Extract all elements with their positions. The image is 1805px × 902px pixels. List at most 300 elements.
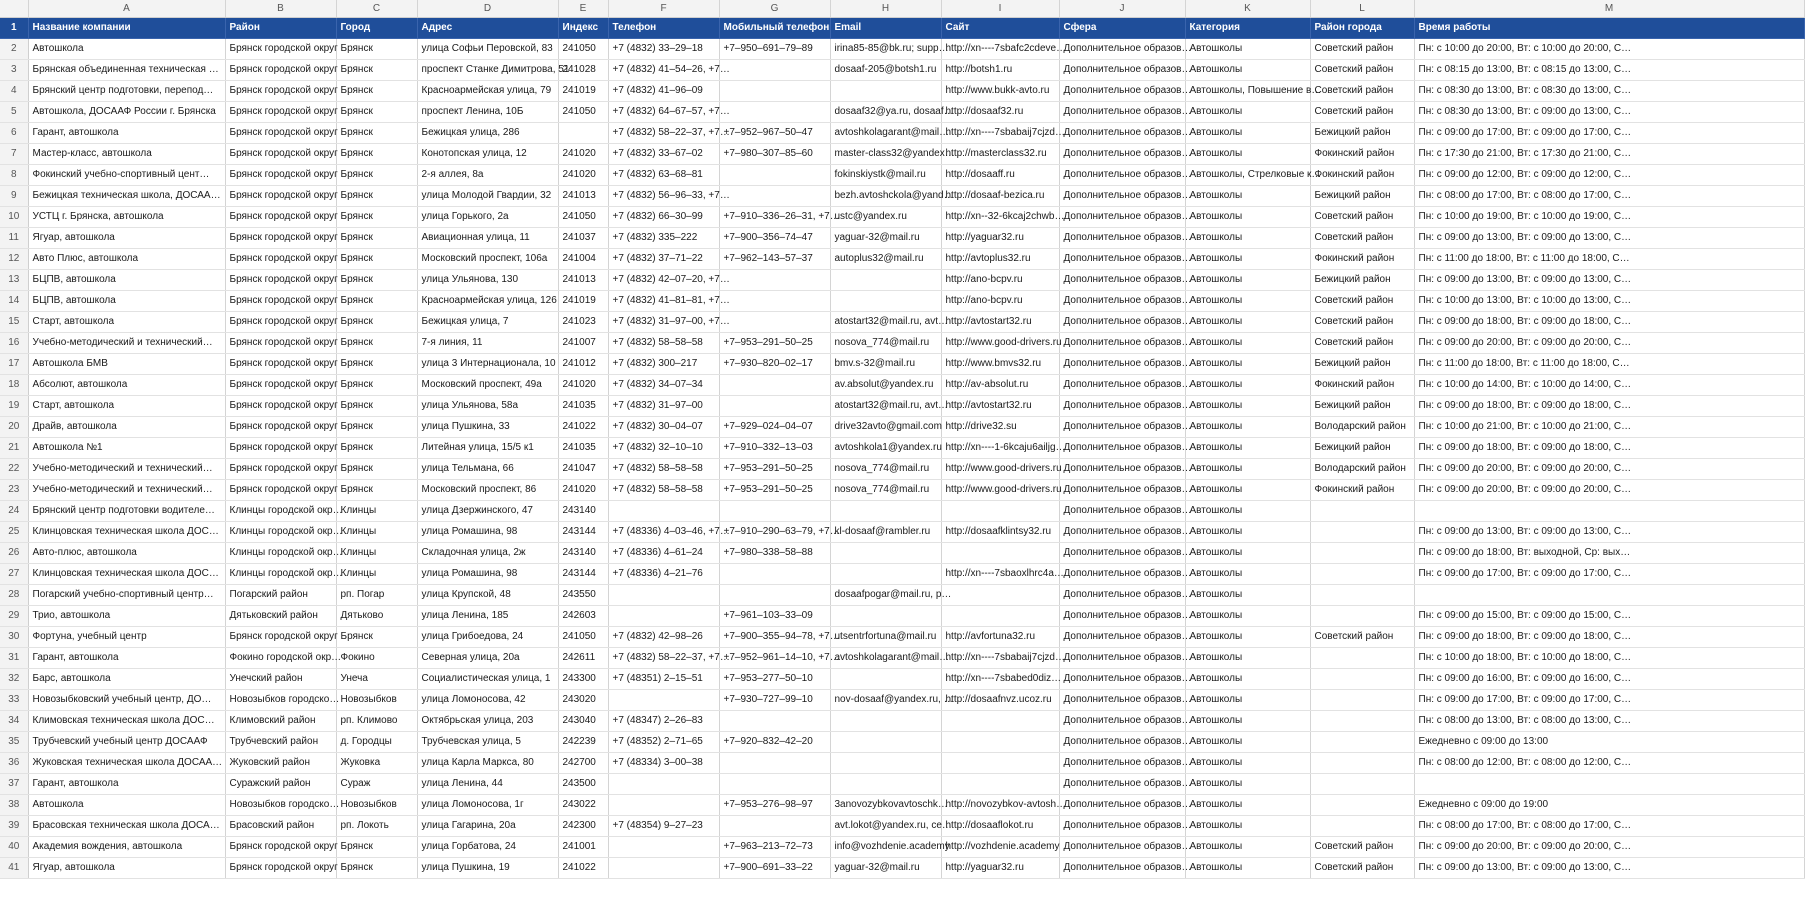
table-cell[interactable]: Бежицкий район (1310, 270, 1414, 291)
table-cell[interactable]: http://vozhdenie.academy (941, 837, 1059, 858)
table-cell[interactable]: Пн: с 09:00 до 12:00, Вт: с 09:00 до 12:00, С… (1414, 165, 1804, 186)
table-cell[interactable]: 242603 (558, 606, 608, 627)
table-cell[interactable]: Ежедневно с 09:00 до 13:00 (1414, 732, 1804, 753)
table-cell[interactable] (941, 543, 1059, 564)
table-cell[interactable]: Пн: с 09:00 до 18:00, Вт: выходной, Ср: вых… (1414, 543, 1804, 564)
table-cell[interactable] (719, 396, 830, 417)
table-cell[interactable]: Конотопская улица, 12 (417, 144, 558, 165)
table-cell[interactable]: 243144 (558, 522, 608, 543)
table-cell[interactable]: Автошколы (1185, 123, 1310, 144)
table-cell[interactable]: Учебно-методический и технический… (28, 459, 225, 480)
table-cell[interactable]: Брянск (336, 249, 417, 270)
table-cell[interactable]: http://www.good-drivers.ru (941, 333, 1059, 354)
table-cell[interactable]: Пн: с 11:00 до 18:00, Вт: с 11:00 до 18:00, С… (1414, 249, 1804, 270)
table-cell[interactable]: Автошколы, Стрелковые к… (1185, 165, 1310, 186)
table-cell[interactable]: Автошколы (1185, 270, 1310, 291)
table-cell[interactable]: Фокинский учебно-спортивный цент… (28, 165, 225, 186)
table-cell[interactable]: Брянск городской округ (225, 375, 336, 396)
table-cell[interactable]: Унеча (336, 669, 417, 690)
row-number[interactable]: 33 (0, 690, 28, 711)
table-cell[interactable]: 241028 (558, 60, 608, 81)
table-cell[interactable]: Фокинский район (1310, 144, 1414, 165)
table-cell[interactable]: av.absolut@yandex.ru (830, 375, 941, 396)
table-cell[interactable]: kl-dosaaf@rambler.ru (830, 522, 941, 543)
column-letter-header[interactable]: H (830, 0, 941, 18)
table-cell[interactable]: Брянск (336, 228, 417, 249)
table-cell[interactable]: http://www.bmvs32.ru (941, 354, 1059, 375)
row-number[interactable]: 25 (0, 522, 28, 543)
table-cell[interactable]: avtoshkolagarant@mail… (830, 648, 941, 669)
table-cell[interactable] (941, 606, 1059, 627)
table-cell[interactable]: улица Ленина, 185 (417, 606, 558, 627)
table-cell[interactable]: Дополнительное образов… (1059, 207, 1185, 228)
table-cell[interactable]: Автошколы (1185, 228, 1310, 249)
row-number[interactable]: 12 (0, 249, 28, 270)
table-cell[interactable]: Автошколы (1185, 732, 1310, 753)
table-cell[interactable]: 241001 (558, 837, 608, 858)
table-cell[interactable]: +7–952–967–50–47 (719, 123, 830, 144)
table-cell[interactable]: Ягуар, автошкола (28, 858, 225, 879)
table-cell[interactable]: Пн: с 10:00 до 14:00, Вт: с 10:00 до 14:00, С… (1414, 375, 1804, 396)
table-cell[interactable]: Автошколы (1185, 816, 1310, 837)
table-cell[interactable]: рп. Локоть (336, 816, 417, 837)
row-number[interactable]: 20 (0, 417, 28, 438)
table-cell[interactable] (830, 81, 941, 102)
table-cell[interactable]: улица Ломоносова, 42 (417, 690, 558, 711)
table-cell[interactable] (941, 711, 1059, 732)
column-letter-header[interactable]: G (719, 0, 830, 18)
table-cell[interactable]: Брянск (336, 81, 417, 102)
table-cell[interactable]: Автошколы (1185, 711, 1310, 732)
table-cell[interactable]: +7 (4832) 37–71–22 (608, 249, 719, 270)
table-cell[interactable]: Автошкола (28, 39, 225, 60)
table-cell[interactable]: Брянск городской округ (225, 837, 336, 858)
table-cell[interactable]: улица Пушкина, 33 (417, 417, 558, 438)
table-cell[interactable]: 243300 (558, 669, 608, 690)
table-cell[interactable]: +7–900–355–94–78, +7… (719, 627, 830, 648)
table-cell[interactable]: +7–980–307–85–60 (719, 144, 830, 165)
table-cell[interactable]: Фокинский район (1310, 375, 1414, 396)
table-cell[interactable] (941, 774, 1059, 795)
table-cell[interactable] (830, 564, 941, 585)
table-cell[interactable]: Автошколы (1185, 795, 1310, 816)
table-cell[interactable]: +7 (4832) 33–67–02 (608, 144, 719, 165)
table-cell[interactable]: Бежицкая улица, 7 (417, 312, 558, 333)
table-cell[interactable]: Дополнительное образов… (1059, 690, 1185, 711)
table-cell[interactable]: 241035 (558, 396, 608, 417)
table-cell[interactable]: +7 (48352) 2–71–65 (608, 732, 719, 753)
table-cell[interactable] (1310, 543, 1414, 564)
table-cell[interactable] (1310, 711, 1414, 732)
row-number[interactable]: 15 (0, 312, 28, 333)
header-cell[interactable]: Мобильный телефон (719, 18, 830, 39)
table-cell[interactable]: 242700 (558, 753, 608, 774)
table-cell[interactable]: Автошколы (1185, 438, 1310, 459)
table-cell[interactable] (830, 270, 941, 291)
table-cell[interactable]: Клинцы городской окр… (225, 564, 336, 585)
table-cell[interactable]: Дополнительное образов… (1059, 270, 1185, 291)
table-cell[interactable]: +7 (4832) 335–222 (608, 228, 719, 249)
table-cell[interactable]: +7 (4832) 31–97–00 (608, 396, 719, 417)
table-cell[interactable]: Пн: с 10:00 до 20:00, Вт: с 10:00 до 20:00, С… (1414, 39, 1804, 60)
column-letter-header[interactable]: M (1414, 0, 1804, 18)
header-cell[interactable]: Район (225, 18, 336, 39)
table-cell[interactable]: улица Дзержинского, 47 (417, 501, 558, 522)
table-cell[interactable]: Дополнительное образов… (1059, 501, 1185, 522)
table-cell[interactable]: http://avtoplus32.ru (941, 249, 1059, 270)
column-letter-header[interactable]: C (336, 0, 417, 18)
table-cell[interactable]: Дополнительное образов… (1059, 795, 1185, 816)
table-cell[interactable]: БЦПВ, автошкола (28, 291, 225, 312)
table-cell[interactable]: Дополнительное образов… (1059, 144, 1185, 165)
table-cell[interactable]: http://dosaaflokot.ru (941, 816, 1059, 837)
table-cell[interactable]: Дополнительное образов… (1059, 291, 1185, 312)
table-cell[interactable]: avt.lokot@yandex.ru, ce… (830, 816, 941, 837)
table-cell[interactable]: Ежедневно с 09:00 до 19:00 (1414, 795, 1804, 816)
table-cell[interactable]: улица Крупской, 48 (417, 585, 558, 606)
table-cell[interactable]: +7–910–336–26–31, +7… (719, 207, 830, 228)
table-cell[interactable]: Брянск городской округ (225, 186, 336, 207)
table-cell[interactable]: +7 (48347) 2–26–83 (608, 711, 719, 732)
table-cell[interactable] (719, 81, 830, 102)
table-cell[interactable]: Пн: с 09:00 до 17:00, Вт: с 09:00 до 17:00, С… (1414, 690, 1804, 711)
table-cell[interactable]: dosaafpogar@mail.ru, p… (830, 585, 941, 606)
table-cell[interactable]: Драйв, автошкола (28, 417, 225, 438)
table-cell[interactable]: Фокино (336, 648, 417, 669)
table-cell[interactable]: 241050 (558, 102, 608, 123)
table-cell[interactable]: 242611 (558, 648, 608, 669)
table-cell[interactable]: Пн: с 09:00 до 15:00, Вт: с 09:00 до 15:00, С… (1414, 606, 1804, 627)
table-cell[interactable]: Дополнительное образов… (1059, 753, 1185, 774)
table-cell[interactable]: Дополнительное образов… (1059, 39, 1185, 60)
table-cell[interactable]: Климовский район (225, 711, 336, 732)
table-cell[interactable]: Бежицкий район (1310, 186, 1414, 207)
header-cell[interactable]: Район города (1310, 18, 1414, 39)
table-cell[interactable] (830, 669, 941, 690)
table-cell[interactable]: Советский район (1310, 207, 1414, 228)
table-cell[interactable]: 241050 (558, 207, 608, 228)
table-cell[interactable]: 241007 (558, 333, 608, 354)
table-cell[interactable] (941, 501, 1059, 522)
column-letter-header[interactable]: D (417, 0, 558, 18)
table-cell[interactable]: +7 (48334) 3–00–38 (608, 753, 719, 774)
table-cell[interactable]: Автошколы (1185, 606, 1310, 627)
table-cell[interactable]: Погарский учебно-спортивный центр… (28, 585, 225, 606)
table-cell[interactable]: улица Грибоедова, 24 (417, 627, 558, 648)
table-cell[interactable]: Дополнительное образов… (1059, 249, 1185, 270)
table-cell[interactable]: Брянск (336, 375, 417, 396)
table-cell[interactable] (608, 774, 719, 795)
table-cell[interactable]: Красноармейская улица, 126 (417, 291, 558, 312)
table-cell[interactable] (608, 795, 719, 816)
table-cell[interactable]: Трубчевская улица, 5 (417, 732, 558, 753)
table-cell[interactable]: 241020 (558, 480, 608, 501)
table-cell[interactable]: Клинцы городской окр… (225, 501, 336, 522)
table-cell[interactable] (719, 375, 830, 396)
table-cell[interactable]: info@vozhdenie.academy (830, 837, 941, 858)
table-cell[interactable]: Автошколы (1185, 753, 1310, 774)
table-cell[interactable]: http://avtostart32.ru (941, 396, 1059, 417)
table-cell[interactable] (1310, 732, 1414, 753)
table-cell[interactable]: Брянск городской округ (225, 249, 336, 270)
table-cell[interactable]: master-class32@yandex… (830, 144, 941, 165)
table-cell[interactable] (719, 711, 830, 732)
table-cell[interactable]: Бежицкий район (1310, 438, 1414, 459)
table-cell[interactable]: Красноармейская улица, 79 (417, 81, 558, 102)
table-cell[interactable] (830, 543, 941, 564)
table-cell[interactable]: +7–950–691–79–89 (719, 39, 830, 60)
table-cell[interactable]: Советский район (1310, 81, 1414, 102)
table-cell[interactable]: Брянск городской округ (225, 123, 336, 144)
table-cell[interactable]: проспект Ленина, 10Б (417, 102, 558, 123)
table-cell[interactable] (608, 501, 719, 522)
table-cell[interactable] (941, 585, 1059, 606)
table-cell[interactable]: Дополнительное образов… (1059, 228, 1185, 249)
table-cell[interactable] (941, 732, 1059, 753)
table-cell[interactable] (719, 501, 830, 522)
table-cell[interactable]: Брянск городской округ (225, 102, 336, 123)
table-cell[interactable]: nov-dosaaf@yandex.ru, … (830, 690, 941, 711)
row-number[interactable]: 27 (0, 564, 28, 585)
table-cell[interactable]: Новозыбков городско… (225, 795, 336, 816)
table-cell[interactable]: Дополнительное образов… (1059, 123, 1185, 144)
table-cell[interactable]: Автошколы, Повышение в… (1185, 81, 1310, 102)
column-letter-header[interactable]: K (1185, 0, 1310, 18)
table-cell[interactable]: +7 (4832) 34–07–34 (608, 375, 719, 396)
table-cell[interactable] (830, 753, 941, 774)
table-cell[interactable]: Бежицкая улица, 286 (417, 123, 558, 144)
table-cell[interactable]: Брянск городской округ (225, 207, 336, 228)
table-cell[interactable]: +7 (4832) 42–98–26 (608, 627, 719, 648)
table-cell[interactable]: +7–953–291–50–25 (719, 480, 830, 501)
table-cell[interactable]: Дополнительное образов… (1059, 711, 1185, 732)
table-cell[interactable]: Дополнительное образов… (1059, 627, 1185, 648)
row-number[interactable]: 28 (0, 585, 28, 606)
table-cell[interactable]: http://novozybkov-avtosh… (941, 795, 1059, 816)
table-cell[interactable]: avtoshkola1@yandex.ru (830, 438, 941, 459)
table-cell[interactable]: улица Горького, 2а (417, 207, 558, 228)
table-cell[interactable]: Автошколы (1185, 564, 1310, 585)
table-cell[interactable] (719, 186, 830, 207)
table-cell[interactable]: bmv.s-32@mail.ru (830, 354, 941, 375)
table-cell[interactable]: Автошкола, ДОСААФ России г. Брянска (28, 102, 225, 123)
table-cell[interactable]: +7–953–291–50–25 (719, 333, 830, 354)
table-cell[interactable]: 243140 (558, 543, 608, 564)
table-cell[interactable]: +7 (48336) 4–21–76 (608, 564, 719, 585)
row-number[interactable]: 18 (0, 375, 28, 396)
table-cell[interactable]: Авиационная улица, 11 (417, 228, 558, 249)
table-cell[interactable]: Новозыбковский учебный центр, ДО… (28, 690, 225, 711)
table-cell[interactable]: utsentrfortuna@mail.ru (830, 627, 941, 648)
table-cell[interactable] (941, 753, 1059, 774)
table-cell[interactable] (608, 606, 719, 627)
table-cell[interactable]: Брянск городской округ (225, 627, 336, 648)
table-cell[interactable]: Брянск городской округ (225, 270, 336, 291)
table-cell[interactable]: улица Ульянова, 58а (417, 396, 558, 417)
table-cell[interactable]: Автошколы (1185, 627, 1310, 648)
table-cell[interactable]: +7 (48354) 9–27–23 (608, 816, 719, 837)
table-cell[interactable]: 241050 (558, 39, 608, 60)
table-cell[interactable]: 3anovozybkovavtoschk… (830, 795, 941, 816)
table-cell[interactable]: 243550 (558, 585, 608, 606)
table-cell[interactable]: http://xn----7sbabed0diz… (941, 669, 1059, 690)
table-cell[interactable] (830, 732, 941, 753)
table-cell[interactable]: +7 (4832) 33–29–18 (608, 39, 719, 60)
table-cell[interactable]: Пн: с 09:00 до 13:00, Вт: с 09:00 до 13:00, С… (1414, 858, 1804, 879)
table-cell[interactable]: Брянск (336, 165, 417, 186)
table-cell[interactable]: Пн: с 09:00 до 20:00, Вт: с 09:00 до 20:00, С… (1414, 480, 1804, 501)
table-cell[interactable]: +7 (4832) 64–67–57, +7… (608, 102, 719, 123)
table-cell[interactable]: 243020 (558, 690, 608, 711)
table-cell[interactable]: Брянская объединенная техническая … (28, 60, 225, 81)
table-cell[interactable]: Брянск (336, 858, 417, 879)
table-cell[interactable]: 241013 (558, 270, 608, 291)
table-cell[interactable]: Клинцы (336, 522, 417, 543)
table-cell[interactable]: http://yaguar32.ru (941, 858, 1059, 879)
table-cell[interactable]: Дополнительное образов… (1059, 858, 1185, 879)
table-cell[interactable]: Автошколы (1185, 501, 1310, 522)
table-cell[interactable]: http://dosaaf-bezica.ru (941, 186, 1059, 207)
table-cell[interactable]: Учебно-методический и технический… (28, 333, 225, 354)
row-number[interactable]: 6 (0, 123, 28, 144)
row-number[interactable]: 35 (0, 732, 28, 753)
table-cell[interactable]: Клинцы городской окр… (225, 522, 336, 543)
table-cell[interactable]: +7–953–277–50–10 (719, 669, 830, 690)
table-cell[interactable]: Дятьковский район (225, 606, 336, 627)
table-cell[interactable]: Пн: с 09:00 до 13:00, Вт: с 09:00 до 13:00, С… (1414, 270, 1804, 291)
table-cell[interactable]: +7 (4832) 42–07–20, +7… (608, 270, 719, 291)
table-cell[interactable] (608, 690, 719, 711)
table-cell[interactable]: Клинцы (336, 564, 417, 585)
table-cell[interactable] (719, 270, 830, 291)
table-cell[interactable]: Дополнительное образов… (1059, 606, 1185, 627)
table-cell[interactable]: Брянск (336, 102, 417, 123)
table-cell[interactable]: +7 (4832) 30–04–07 (608, 417, 719, 438)
table-cell[interactable]: улица Гагарина, 20а (417, 816, 558, 837)
table-cell[interactable]: Брянск городской округ (225, 438, 336, 459)
table-cell[interactable]: Брянск (336, 438, 417, 459)
column-letter-header[interactable]: E (558, 0, 608, 18)
table-cell[interactable]: Пн: с 09:00 до 20:00, Вт: с 09:00 до 20:00, С… (1414, 333, 1804, 354)
table-cell[interactable]: Автошколы (1185, 585, 1310, 606)
row-number[interactable]: 10 (0, 207, 28, 228)
table-cell[interactable]: Брянск (336, 627, 417, 648)
table-cell[interactable]: Дополнительное образов… (1059, 102, 1185, 123)
table-cell[interactable]: http://yaguar32.ru (941, 228, 1059, 249)
table-cell[interactable]: Пн: с 10:00 до 18:00, Вт: с 10:00 до 18:00, С… (1414, 648, 1804, 669)
table-cell[interactable]: Брянск (336, 354, 417, 375)
table-cell[interactable]: Автошколы (1185, 417, 1310, 438)
table-cell[interactable]: dosaaf-205@botsh1.ru (830, 60, 941, 81)
table-cell[interactable]: 241020 (558, 375, 608, 396)
table-cell[interactable] (719, 564, 830, 585)
table-cell[interactable]: Погарский район (225, 585, 336, 606)
table-cell[interactable]: http://dosaafnvz.ucoz.ru (941, 690, 1059, 711)
table-cell[interactable]: +7–910–290–63–79, +7… (719, 522, 830, 543)
table-cell[interactable]: Клинцы городской окр… (225, 543, 336, 564)
table-cell[interactable]: улица Пушкина, 19 (417, 858, 558, 879)
table-cell[interactable]: Дополнительное образов… (1059, 333, 1185, 354)
table-cell[interactable]: Автошколы (1185, 690, 1310, 711)
table-cell[interactable]: Дополнительное образов… (1059, 417, 1185, 438)
row-number[interactable]: 11 (0, 228, 28, 249)
table-cell[interactable]: +7 (4832) 41–54–26, +7… (608, 60, 719, 81)
row-number[interactable]: 16 (0, 333, 28, 354)
table-cell[interactable]: 241020 (558, 165, 608, 186)
table-cell[interactable]: Брянск (336, 417, 417, 438)
table-cell[interactable]: улица Ромашина, 98 (417, 564, 558, 585)
table-cell[interactable]: Абсолют, автошкола (28, 375, 225, 396)
select-all-corner[interactable] (0, 0, 28, 18)
table-cell[interactable]: Брасовская техническая школа ДОСА… (28, 816, 225, 837)
table-cell[interactable]: улица 3 Интернационала, 10 (417, 354, 558, 375)
table-cell[interactable]: рп. Климово (336, 711, 417, 732)
table-cell[interactable]: Пн: с 08:15 до 13:00, Вт: с 08:15 до 13:00, С… (1414, 60, 1804, 81)
row-number[interactable]: 8 (0, 165, 28, 186)
table-cell[interactable]: nosova_774@mail.ru (830, 459, 941, 480)
row-number[interactable]: 7 (0, 144, 28, 165)
table-cell[interactable]: autoplus32@mail.ru (830, 249, 941, 270)
table-cell[interactable] (830, 606, 941, 627)
table-cell[interactable] (1310, 753, 1414, 774)
table-cell[interactable]: Гарант, автошкола (28, 774, 225, 795)
table-cell[interactable]: Дополнительное образов… (1059, 186, 1185, 207)
table-cell[interactable]: Северная улица, 20а (417, 648, 558, 669)
table-cell[interactable]: Московский проспект, 106а (417, 249, 558, 270)
row-number[interactable]: 9 (0, 186, 28, 207)
table-cell[interactable]: +7–962–143–57–37 (719, 249, 830, 270)
table-cell[interactable]: Брянск (336, 270, 417, 291)
table-cell[interactable]: +7 (4832) 41–81–81, +7… (608, 291, 719, 312)
header-cell[interactable]: Сфера (1059, 18, 1185, 39)
table-cell[interactable]: Брянск (336, 123, 417, 144)
table-cell[interactable]: +7–929–024–04–07 (719, 417, 830, 438)
table-cell[interactable]: http://www.good-drivers.ru (941, 459, 1059, 480)
table-cell[interactable]: Советский район (1310, 39, 1414, 60)
table-cell[interactable]: Пн: с 08:30 до 13:00, Вт: с 08:30 до 13:00, С… (1414, 81, 1804, 102)
table-cell[interactable]: улица Карла Маркса, 80 (417, 753, 558, 774)
header-cell[interactable]: Город (336, 18, 417, 39)
table-cell[interactable]: +7 (4832) 58–22–37, +7… (608, 648, 719, 669)
table-cell[interactable]: 242239 (558, 732, 608, 753)
row-number[interactable]: 19 (0, 396, 28, 417)
table-cell[interactable]: +7 (4832) 58–58–58 (608, 459, 719, 480)
header-cell[interactable]: Индекс (558, 18, 608, 39)
table-cell[interactable]: 241023 (558, 312, 608, 333)
table-cell[interactable]: Новозыбков городско… (225, 690, 336, 711)
table-cell[interactable]: http://dosaafklintsy32.ru (941, 522, 1059, 543)
table-cell[interactable]: http://xn----7sbabaij7cjzd… (941, 648, 1059, 669)
table-cell[interactable]: Дополнительное образов… (1059, 480, 1185, 501)
table-cell[interactable]: Гарант, автошкола (28, 123, 225, 144)
table-cell[interactable]: Брянск (336, 39, 417, 60)
table-cell[interactable]: Брянск городской округ (225, 354, 336, 375)
table-cell[interactable]: +7 (4832) 58–58–58 (608, 480, 719, 501)
table-cell[interactable]: avtoshkolagarant@mail… (830, 123, 941, 144)
table-cell[interactable]: http://ano-bcpv.ru (941, 270, 1059, 291)
header-cell[interactable]: Название компании (28, 18, 225, 39)
row-number[interactable]: 30 (0, 627, 28, 648)
table-cell[interactable]: Брянск городской округ (225, 396, 336, 417)
table-cell[interactable]: Автошколы (1185, 102, 1310, 123)
table-cell[interactable] (1414, 585, 1804, 606)
table-cell[interactable]: Дополнительное образов… (1059, 543, 1185, 564)
table-cell[interactable]: http://xn--32-6kcaj2chwb… (941, 207, 1059, 228)
table-cell[interactable]: http://xn----1-6kcaju6ailjg… (941, 438, 1059, 459)
table-cell[interactable]: http://avfortuna32.ru (941, 627, 1059, 648)
table-cell[interactable]: 7-я линия, 11 (417, 333, 558, 354)
table-cell[interactable]: Дополнительное образов… (1059, 312, 1185, 333)
